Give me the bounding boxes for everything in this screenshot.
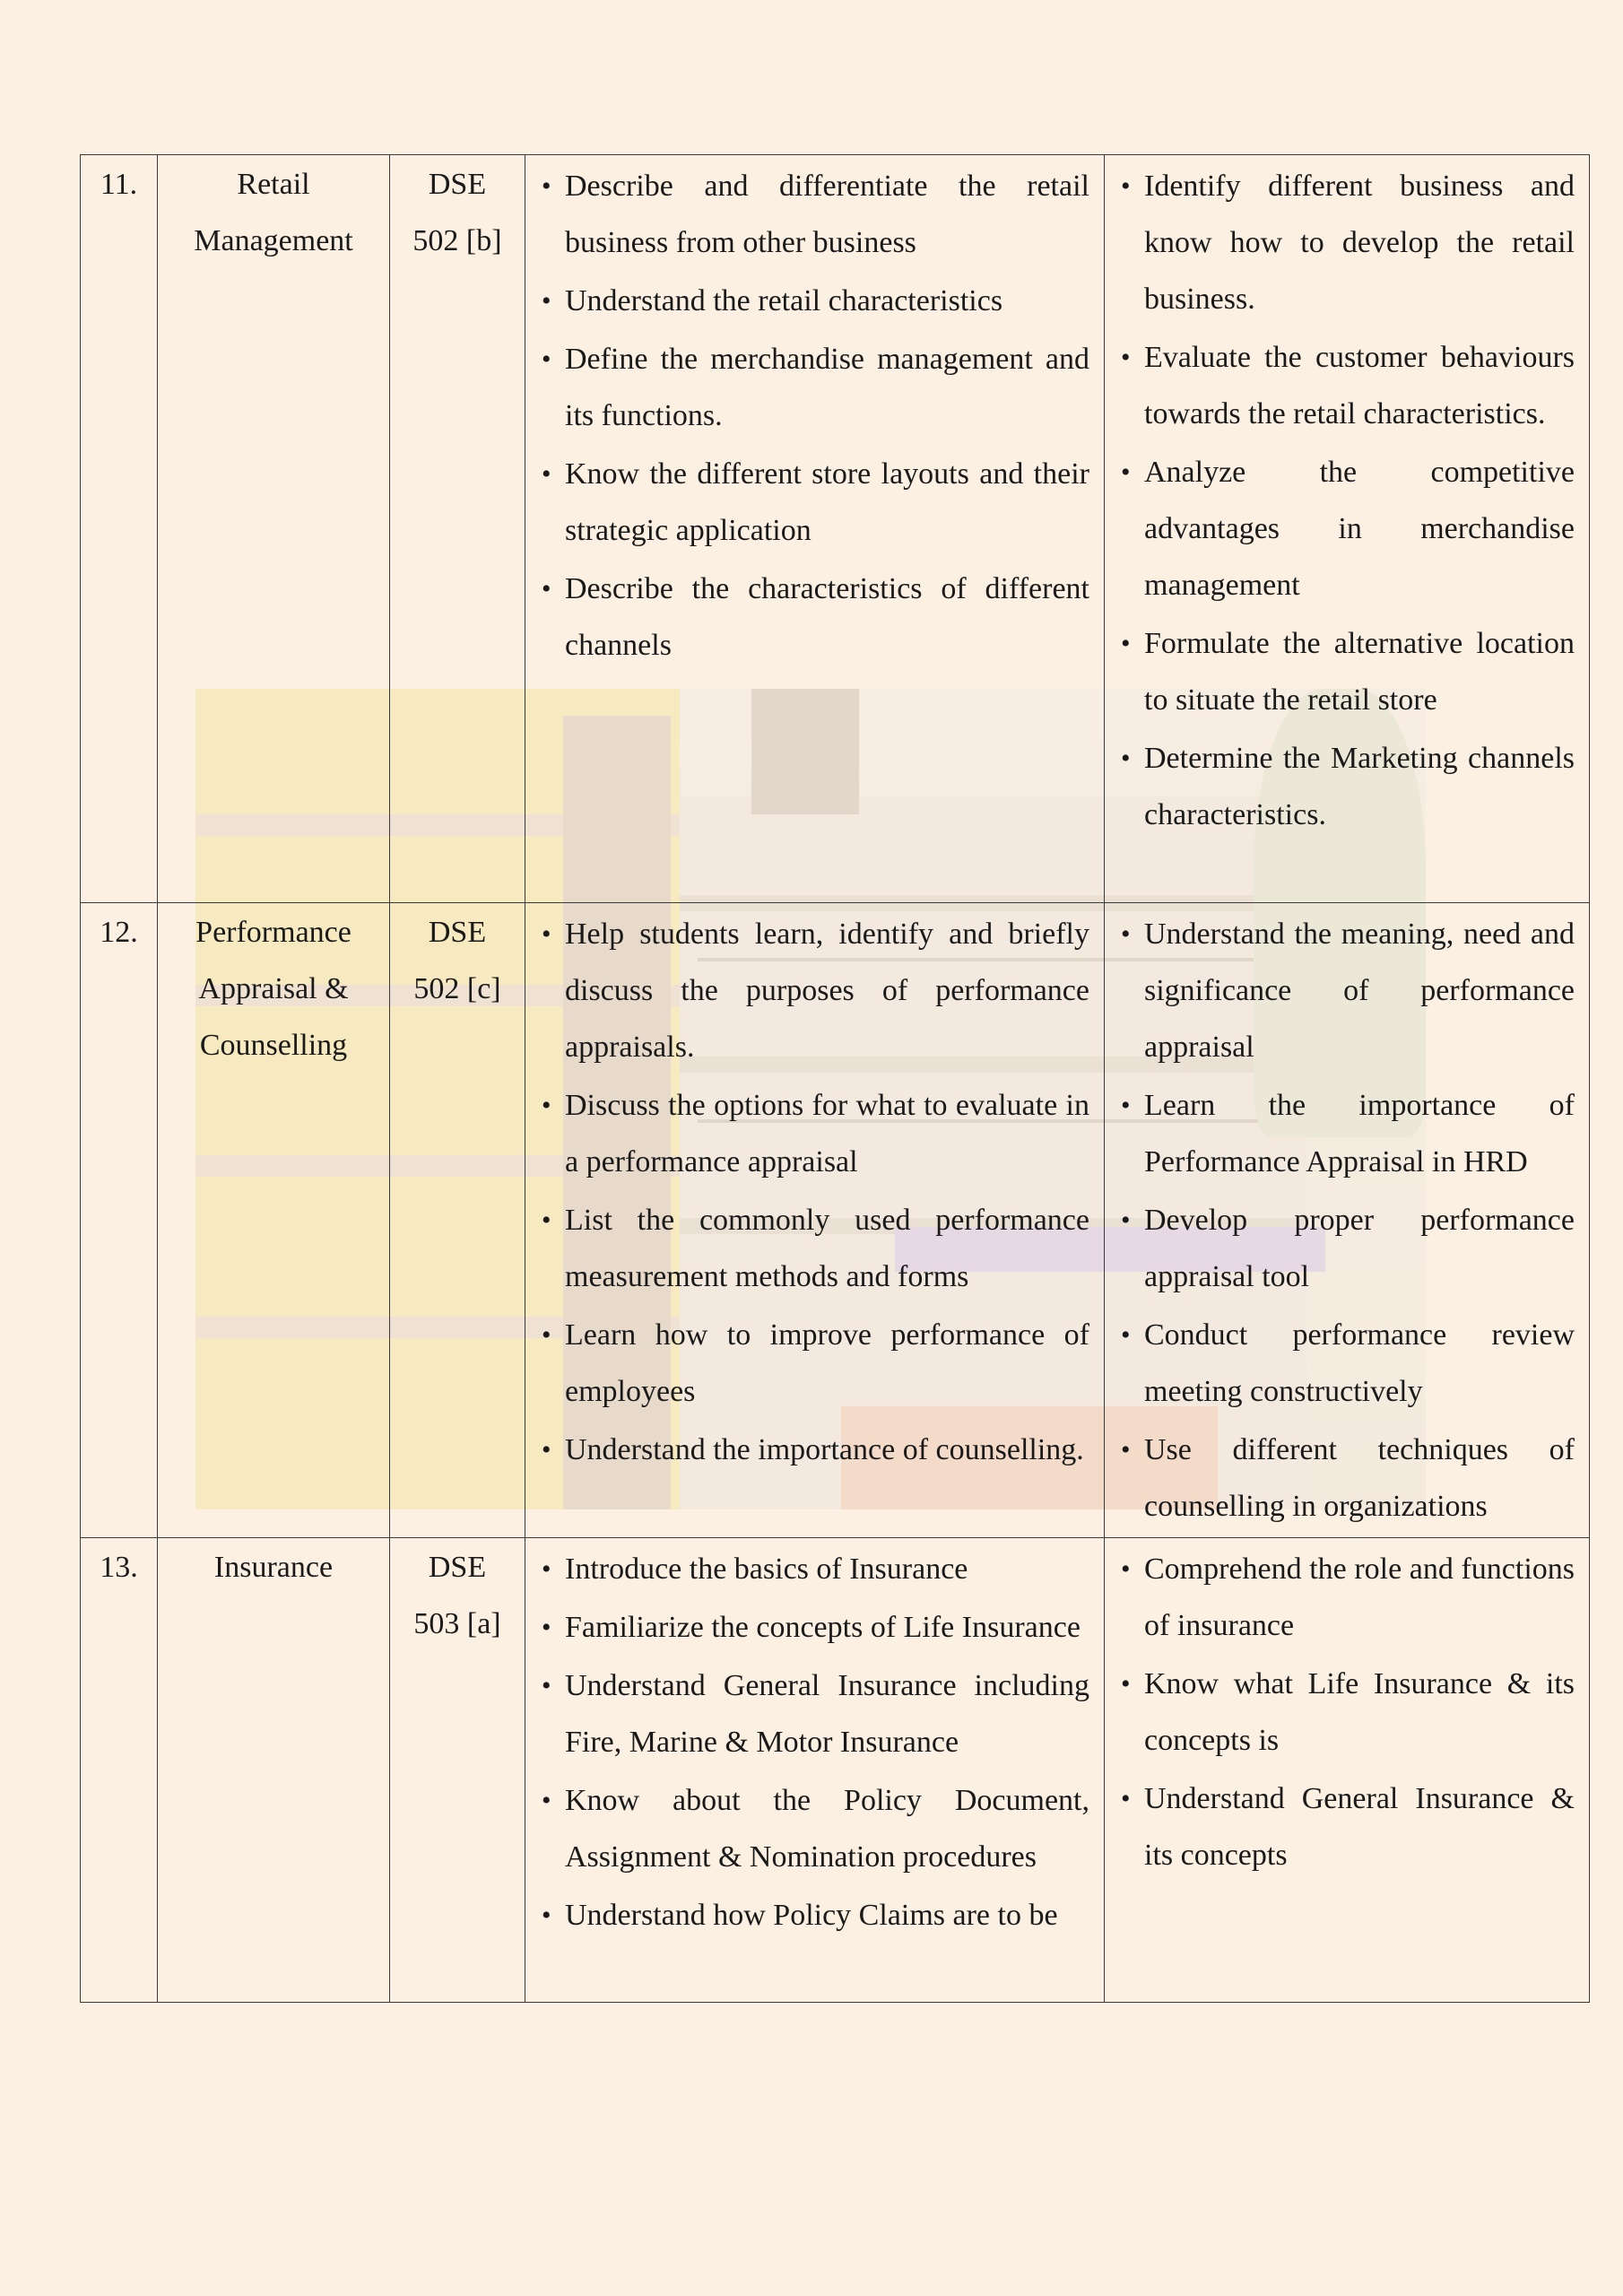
serial-number-cell bbox=[81, 1538, 158, 2003]
outcome-item: • Understand the meaning, need and significance of performance appraisal bbox=[1144, 906, 1575, 1075]
course-title-cell bbox=[158, 903, 390, 1538]
outcome-item: • Conduct performance review meeting constructively bbox=[1144, 1307, 1575, 1420]
course-title-line: Performance bbox=[195, 916, 352, 949]
objective-item: • Discuss the options for what to evaluate in a performance appraisal bbox=[565, 1077, 1089, 1190]
course-code-cell bbox=[390, 155, 525, 903]
objective-item: • Define the merchandise management and its functions. bbox=[565, 331, 1089, 444]
course-title-line: Retail bbox=[237, 168, 310, 201]
course-outcomes-cell bbox=[1105, 903, 1590, 1538]
course-outcomes-cell bbox=[1105, 155, 1590, 903]
serial-number-cell bbox=[81, 903, 158, 1538]
course-row bbox=[81, 155, 1590, 903]
outcome-item: • Use different techniques of counselling in organizations bbox=[1144, 1422, 1575, 1535]
outcome-item: • Understand General Insurance & its concepts bbox=[1144, 1770, 1575, 1883]
course-title-line: Insurance bbox=[213, 1551, 334, 1584]
serial-number: 12. bbox=[100, 916, 138, 949]
course-title-cell bbox=[158, 1538, 390, 2003]
course-outcomes-cell bbox=[1105, 1538, 1590, 2003]
serial-number: 13. bbox=[100, 1551, 138, 1584]
outcome-item: • Formulate the alternative location to situate the retail store bbox=[1144, 615, 1575, 728]
course-row bbox=[81, 1538, 1590, 2003]
objective-item: • Introduce the basics of Insurance bbox=[565, 1541, 1089, 1597]
objective-item: • Describe the characteristics of different channels bbox=[565, 561, 1089, 674]
outcome-item: • Identify different business and know how to develop the retail business. bbox=[1144, 158, 1575, 327]
course-title-line: Counselling bbox=[199, 1029, 348, 1062]
outcome-item: • Determine the Marketing channels characteristics. bbox=[1144, 730, 1575, 843]
outcome-item: • Learn the importance of Performance Appraisal in HRD bbox=[1144, 1077, 1575, 1190]
objective-item: • Know the different store layouts and their strategic application bbox=[565, 446, 1089, 559]
serial-number: 11. bbox=[100, 168, 138, 201]
objective-item: • Describe and differentiate the retail business from other business bbox=[565, 158, 1089, 271]
course-code-line: DSE bbox=[428, 1551, 487, 1584]
course-code-line: DSE bbox=[428, 916, 487, 949]
outcomes-list bbox=[1105, 903, 1589, 1535]
serial-number-cell bbox=[81, 155, 158, 903]
course-code-line: 502 [c] bbox=[413, 972, 501, 1005]
objective-item: • Understand the importance of counselling. bbox=[565, 1422, 1089, 1478]
objective-item: • Know about the Policy Document, Assignment & Nomination procedures bbox=[565, 1772, 1089, 1885]
objective-item: • Understand the retail characteristics bbox=[565, 273, 1089, 329]
outcome-item: • Comprehend the role and functions of insurance bbox=[1144, 1541, 1575, 1654]
course-code-cell bbox=[390, 1538, 525, 2003]
objectives-list bbox=[525, 1538, 1104, 1944]
outcome-item: • Know what Life Insurance & its concepts is bbox=[1144, 1656, 1575, 1769]
outcomes-list bbox=[1105, 155, 1589, 843]
outcome-item: • Evaluate the customer behaviours towards the retail characteristics. bbox=[1144, 329, 1575, 442]
course-objectives-cell bbox=[525, 155, 1105, 903]
table-body bbox=[81, 155, 1590, 2003]
objective-item: • Learn how to improve performance of employees bbox=[565, 1307, 1089, 1420]
course-code-cell bbox=[390, 903, 525, 1538]
course-objectives-cell bbox=[525, 903, 1105, 1538]
course-objectives-cell bbox=[525, 1538, 1105, 2003]
course-outcomes-table bbox=[80, 154, 1590, 2003]
objective-item: • Understand General Insurance including Fire, Marine & Motor Insurance bbox=[565, 1657, 1089, 1770]
course-code-line: 502 [b] bbox=[412, 224, 502, 257]
objective-item: • List the commonly used performance measurement methods and forms bbox=[565, 1192, 1089, 1305]
objective-item: • Familiarize the concepts of Life Insurance bbox=[565, 1599, 1089, 1656]
outcome-item: • Analyze the competitive advantages in merchandise management bbox=[1144, 444, 1575, 613]
course-title-line: Appraisal & bbox=[198, 972, 349, 1005]
objective-item: • Help students learn, identify and briefly discuss the purposes of performance appraisals. bbox=[565, 906, 1089, 1075]
objective-item: • Understand how Policy Claims are to be bbox=[565, 1887, 1089, 1944]
course-code-line: 503 [a] bbox=[413, 1607, 501, 1640]
course-code-line: DSE bbox=[428, 168, 487, 201]
objectives-list bbox=[525, 155, 1104, 674]
outcomes-list bbox=[1105, 1538, 1589, 1883]
objectives-list bbox=[525, 903, 1104, 1478]
course-row bbox=[81, 903, 1590, 1538]
course-title-cell bbox=[158, 155, 390, 903]
course-title-line: Management bbox=[194, 224, 353, 257]
outcome-item: • Develop proper performance appraisal tool bbox=[1144, 1192, 1575, 1305]
